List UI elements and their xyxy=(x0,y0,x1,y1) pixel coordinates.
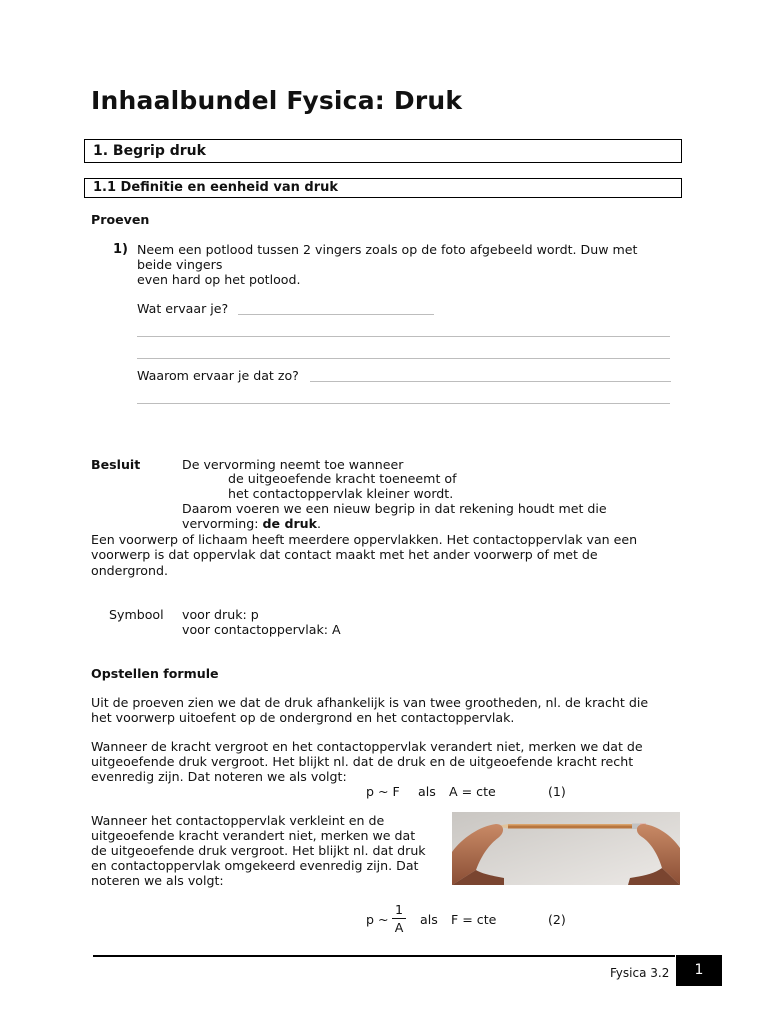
proef-instruction-line: Neem een potlood tussen 2 vingers zoals op de foto afgebeeld wordt. Duw met xyxy=(137,242,638,257)
answer-line[interactable] xyxy=(238,314,434,315)
proef-instruction-line: even hard op het potlood. xyxy=(137,272,301,287)
formula-1-als: als xyxy=(418,784,436,799)
footer-course-label: Fysica 3.2 xyxy=(610,966,670,980)
besluit-line: vervorming: de druk. xyxy=(182,516,322,531)
formula-2-condition: F = cte xyxy=(451,912,497,927)
paragraph-line: voorwerp is dat oppervlak dat contact maakt met het ander voorwerp of met de xyxy=(91,547,598,562)
page-title: Inhaalbundel Fysica: Druk xyxy=(91,86,463,115)
paragraph-line: en contactoppervlak omgekeerd evenredig zijn. Dat xyxy=(91,858,419,873)
fraction-denominator: A xyxy=(394,920,404,935)
paragraph-line: het voorwerp uitoefent op de ondergrond en het contactoppervlak. xyxy=(91,710,515,725)
answer-line[interactable] xyxy=(137,403,670,404)
besluit-line: De vervorming neemt toe wanneer xyxy=(182,457,404,472)
answer-line[interactable] xyxy=(137,358,670,359)
paragraph-line: evenredig zijn. Dat noteren we als volgt: xyxy=(91,769,347,784)
paragraph-line: Een voorwerp of lichaam heeft meerdere oppervlakken. Het contactoppervlak van een xyxy=(91,532,638,547)
besluit-line: Daarom voeren we een nieuw begrip in dat rekening houdt met die xyxy=(182,501,607,516)
formula-1-lhs: p ~ F xyxy=(366,784,400,799)
pencil-photo xyxy=(452,812,680,885)
symbool-label: Symbool xyxy=(109,607,164,622)
formula-2-lhs: p ~ xyxy=(366,912,389,927)
formula-1-condition: A = cte xyxy=(449,784,496,799)
term-de-druk: de druk xyxy=(262,516,318,531)
question-wat-ervaar: Wat ervaar je? xyxy=(137,301,229,316)
subsection-heading: 1.1 Definitie en eenheid van druk xyxy=(84,178,682,198)
besluit-line: het contactoppervlak kleiner wordt. xyxy=(228,486,454,501)
answer-line[interactable] xyxy=(137,336,670,337)
paragraph-line: ondergrond. xyxy=(91,563,168,578)
besluit-line: de uitgeoefende kracht toeneemt of xyxy=(228,471,457,486)
footer-rule xyxy=(93,955,675,957)
question-waarom: Waarom ervaar je dat zo? xyxy=(137,368,299,383)
section-heading: 1. Begrip druk xyxy=(84,139,682,163)
formula-1-number: (1) xyxy=(548,784,566,799)
paragraph-line: Wanneer de kracht vergroot en het contactoppervlak verandert niet, merken we dat de xyxy=(91,739,643,754)
paragraph-line: Uit de proeven zien we dat de druk afhankelijk is van twee grootheden, nl. de kracht die xyxy=(91,695,649,710)
fraction-bar xyxy=(392,918,406,919)
formula-2-als: als xyxy=(420,912,438,927)
symbool-line: voor contactoppervlak: A xyxy=(182,622,341,637)
formula-2-number: (2) xyxy=(548,912,566,927)
page-number: 1 xyxy=(676,955,722,986)
proef-instruction-line: beide vingers xyxy=(137,257,223,272)
paragraph-line: uitgeoefende druk vergroot. Het blijkt nl. dat de druk en de uitgeoefende kracht recht xyxy=(91,754,634,769)
paragraph-line: noteren we als volgt: xyxy=(91,873,224,888)
proef-number: 1) xyxy=(113,242,128,257)
symbool-line: voor druk: p xyxy=(182,607,259,622)
besluit-label: Besluit xyxy=(91,457,141,472)
paragraph-line: Wanneer het contactoppervlak verkleint en de xyxy=(91,813,385,828)
opstellen-heading: Opstellen formule xyxy=(91,666,219,681)
formula-2-fraction xyxy=(392,902,406,935)
paragraph-line: de uitgeoefende druk vergroot. Het blijkt nl. dat druk xyxy=(91,843,426,858)
paragraph-line: uitgeoefende kracht verandert niet, merken we dat xyxy=(91,828,416,843)
proeven-heading: Proeven xyxy=(91,212,150,227)
answer-line[interactable] xyxy=(310,381,671,382)
fraction-numerator: 1 xyxy=(394,902,403,917)
